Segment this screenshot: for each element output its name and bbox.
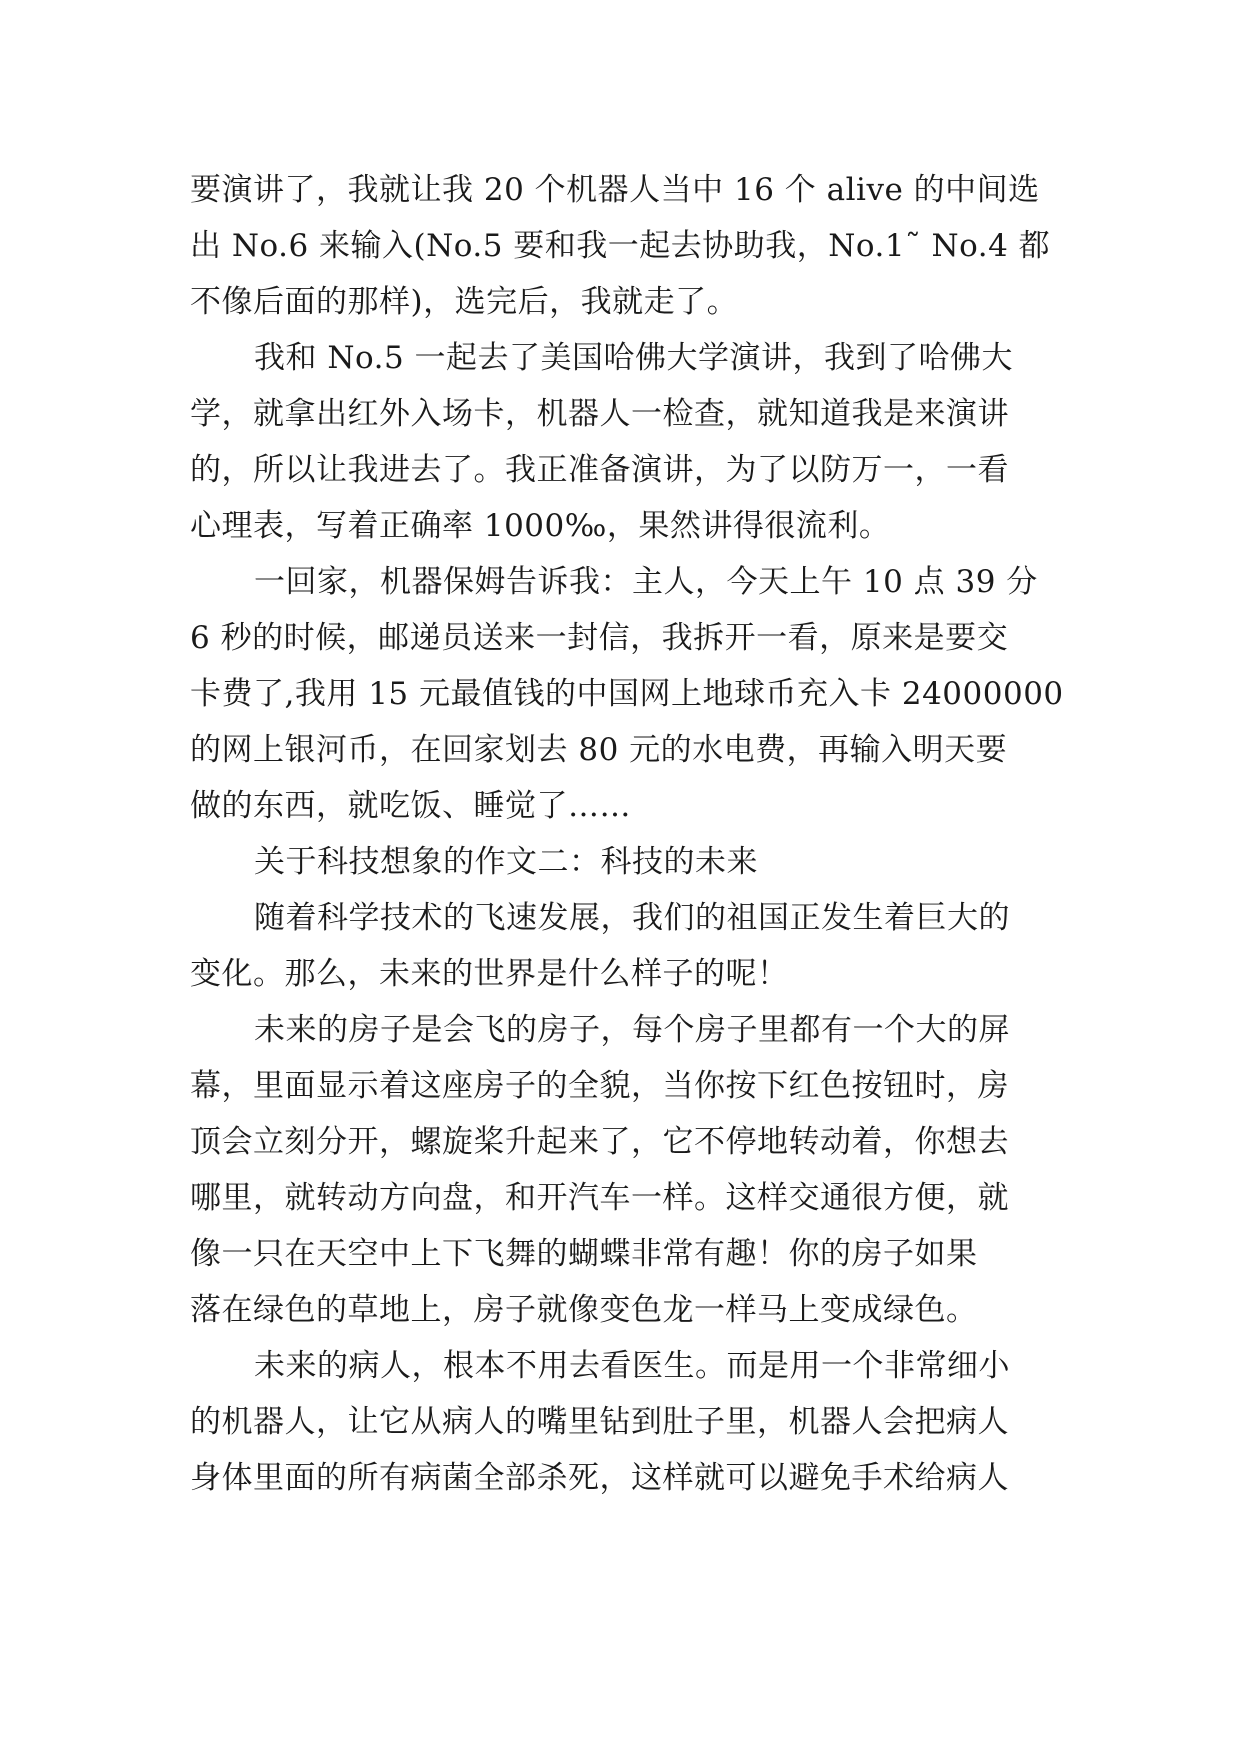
text-line: 变化。那么，未来的世界是什么样子的呢！ — [190, 956, 789, 992]
text-line: 哪里，就转动方向盘，和开汽车一样。这样交通很方便，就 — [190, 1180, 1009, 1216]
text-line: 心理表，写着正确率 1000‰，果然讲得很流利。 — [190, 508, 891, 544]
text-line: 的机器人，让它从病人的嘴里钻到肚子里，机器人会把病人 — [190, 1404, 1009, 1440]
text-line: 的，所以让我进去了。我正准备演讲，为了以防万一，一看 — [190, 452, 1009, 488]
paragraph-start-line: 未来的病人，根本不用去看医生。而是用一个非常细小 — [254, 1348, 1010, 1384]
document-body — [190, 162, 1064, 1506]
paragraph-start-line: 随着科学技术的飞速发展，我们的祖国正发生着巨大的 — [254, 900, 1010, 936]
paragraph-start-line: 一回家，机器保姆告诉我：主人，今天上午 10 点 39 分 — [254, 564, 1038, 600]
text-line: 顶会立刻分开，螺旋桨升起来了，它不停地转动着，你想去 — [190, 1124, 1009, 1160]
text-line: 要演讲了，我就让我 20 个机器人当中 16 个 alive 的中间选 — [190, 172, 1040, 208]
text-line: 6 秒的时候，邮递员送来一封信，我拆开一看，原来是要交 — [190, 620, 1009, 656]
paragraph-start-line: 未来的房子是会飞的房子，每个房子里都有一个大的屏 — [254, 1012, 1010, 1048]
text-line: 做的东西，就吃饭、睡觉了…… — [190, 788, 631, 824]
text-line: 幕，里面显示着这座房子的全貌，当你按下红色按钮时，房 — [190, 1068, 1009, 1104]
text-line: 出 No.6 来输入(No.5 要和我一起去协助我，No.1˜ No.4 都 — [190, 228, 1051, 264]
text-line: 像一只在天空中上下飞舞的蝴蝶非常有趣！你的房子如果 — [190, 1236, 978, 1272]
text-line: 落在绿色的草地上，房子就像变色龙一样马上变成绿色。 — [190, 1292, 978, 1328]
paragraph-start-line: 我和 No.5 一起去了美国哈佛大学演讲，我到了哈佛大 — [254, 340, 1014, 376]
text-line: 学，就拿出红外入场卡，机器人一检查，就知道我是来演讲 — [190, 396, 1009, 432]
essay-heading: 关于科技想象的作文二：科技的未来 — [254, 844, 758, 880]
text-line: 的网上银河币，在回家划去 80 元的水电费，再输入明天要 — [190, 732, 1008, 768]
text-line: 不像后面的那样)，选完后，我就走了。 — [190, 284, 739, 320]
text-line: 卡费了,我用 15 元最值钱的中国网上地球币充入卡 24000000 — [190, 676, 1064, 712]
text-line: 身体里面的所有病菌全部杀死，这样就可以避免手术给病人 — [190, 1460, 1009, 1496]
